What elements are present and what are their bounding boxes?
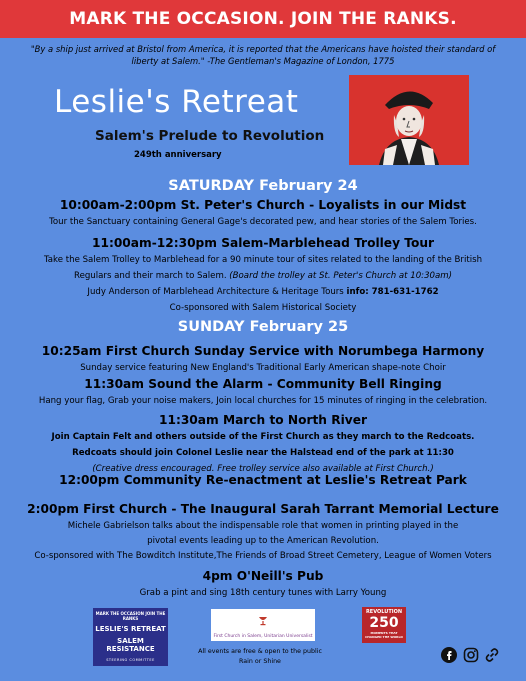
- event-title: 10:00am-2:00pm St. Peter's Church - Loyalists in our Midst: [59, 198, 467, 212]
- instagram-icon[interactable]: [463, 647, 479, 663]
- event-title: 11:00am-12:30pm Salem-Marblehead Trolley Tour: [91, 236, 435, 250]
- logo-tagline: MARK THE OCCASION JOIN THE RANKS: [95, 611, 166, 621]
- logo-name-line1: LESLIE'S RETREAT: [95, 625, 166, 633]
- event-description: Tour the Sanctuary containing General Gage's decorated pew, and hear stories of the Salem Tories.: [49, 217, 477, 227]
- sunday-heading: SUNDAY February 25: [177, 319, 349, 335]
- event-description: Sunday service featuring New England's Traditional Early American shape-note Choir: [80, 363, 446, 373]
- quote-text: "By a ship just arrived at Bristol from America, it is reported that the Americans have hoisted their standard of liberty at Salem." -The Gentleman's Magazine of London, 1775: [30, 44, 496, 66]
- event-title: 2:00pm First Church - The Inaugural Sarah Tarrant Memorial Lecture: [27, 502, 499, 516]
- event-description: Join Captain Felt and others outside of the First Church as they march to the Redcoats.: [51, 432, 475, 442]
- portrait-illustration: [349, 75, 469, 165]
- page-title: Leslie's Retreat: [54, 84, 299, 120]
- top-banner: MARK THE OCCASION. JOIN THE RANKS.: [0, 0, 526, 38]
- event-title: 10:25am First Church Sunday Service with Norumbega Harmony: [41, 344, 485, 358]
- free-events-note: All events are free & open to the public: [198, 648, 322, 655]
- link-icon[interactable]: [484, 647, 500, 663]
- facebook-icon[interactable]: [441, 647, 457, 663]
- saturday-heading: SATURDAY February 24: [168, 178, 358, 194]
- guide-credit: Judy Anderson of Marblehead Architecture & Heritage Tours: [87, 287, 347, 297]
- event-description: [10, 284, 516, 300]
- event-description-part: Regulars and their march to Salem.: [73, 271, 230, 281]
- cosponsor-note: Co-sponsored with The Bowditch Institute,The Friends of Broad Street Cemetery, League of Women Voters: [34, 551, 492, 561]
- boarding-note: (Board the trolley at St. Peter's Church at 10:30am): [229, 271, 453, 281]
- event-title: 11:30am March to North River: [158, 413, 368, 427]
- event-description: Take the Salem Trolley to Marblehead for a 90 minute tour of sites related to the landing of the British: [43, 255, 483, 265]
- chalice-icon: [256, 613, 270, 627]
- logo-name-line2: SALEM RESISTANCE: [106, 637, 155, 653]
- first-church-name: First Church in Salem, Unitarian Universalist: [213, 634, 313, 639]
- event-note: (Creative dress encouraged. Free trolley service also available at First Church.): [92, 464, 434, 474]
- revolution-label: REVOLUTION: [365, 609, 403, 615]
- event-description: [10, 268, 516, 284]
- event-description: pivotal events leading up to the American Revolution.: [147, 536, 379, 546]
- first-church-logo: [211, 609, 315, 641]
- info-phone: info: 781-631-1762: [346, 287, 439, 297]
- logo-committee: STEERING COMMITTEE: [106, 658, 155, 662]
- footer-note: [180, 647, 340, 667]
- event-description: Hang your flag, Grab your noise makers, Join local churches for 15 minutes of ringing in the celebration.: [38, 396, 488, 406]
- event-description: Grab a pint and sing 18th century tunes with Larry Young: [139, 588, 387, 598]
- revolution-250-logo: [362, 607, 406, 643]
- revolution-caption: MOMENTS THAT CHANGED THE WORLD: [365, 631, 403, 639]
- rain-note: Rain or Shine: [239, 658, 281, 665]
- event-title: 4pm O'Neill's Pub: [202, 569, 324, 583]
- leslies-retreat-logo: [93, 608, 168, 666]
- event-title: 11:30am Sound the Alarm - Community Bell Ringing: [84, 377, 442, 391]
- event-description: Redcoats should join Colonel Leslie near the Halstead end of the park at 11:30: [72, 448, 454, 458]
- page-subtitle: Salem's Prelude to Revolution: [95, 128, 325, 144]
- cosponsor-note: Co-sponsored with Salem Historical Society: [169, 303, 357, 313]
- anniversary-label: 249th anniversary: [134, 150, 222, 160]
- revolution-number: 250: [369, 615, 399, 631]
- event-description: Michele Gabrielson talks about the indispensable role that women in printing played in the: [67, 521, 459, 531]
- event-title: 12:00pm Community Re-enactment at Leslie's Retreat Park: [59, 473, 467, 487]
- colonial-portrait-image: [349, 75, 469, 165]
